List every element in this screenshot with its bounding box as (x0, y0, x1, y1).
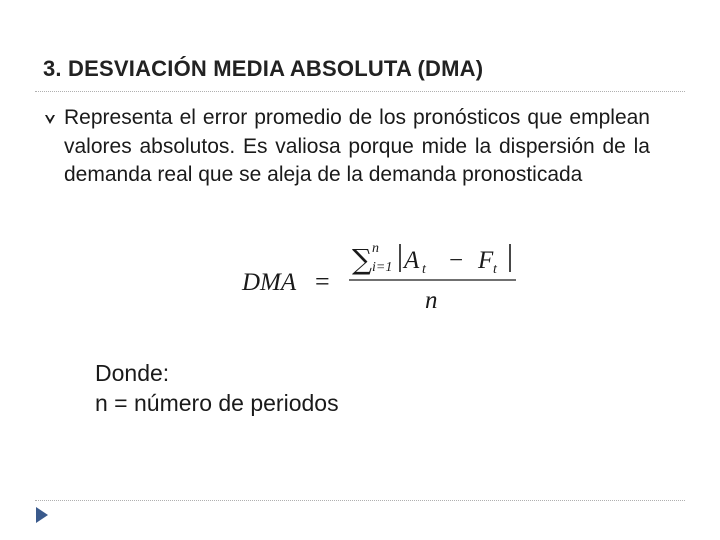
formula-equals: = (315, 267, 330, 296)
footer-divider (35, 500, 685, 501)
formula-graphic (238, 238, 538, 318)
slide-title: 3. DESVIACIÓN MEDIA ABSOLUTA (DMA) (43, 56, 484, 81)
formula-forecast: F (478, 247, 494, 274)
where-definition: n = número de periodos (95, 390, 339, 416)
dma-formula (238, 238, 538, 318)
formula-sigma: ∑ (352, 243, 372, 276)
where-label: Donde: (95, 360, 170, 386)
formula-actual-sub: t (422, 262, 426, 277)
formula-denominator: n (425, 287, 438, 314)
formula-lhs: DMA (242, 269, 297, 296)
formula-upper-limit: n (372, 241, 379, 256)
formula-lower-limit: i=1 (372, 260, 393, 275)
bullet-text: Representa el error promedio de los pronósticos que emplean valores absolutos. Es valiosa porque mide la dispersión de la demanda real que se aleja de la demanda pronosticada (64, 106, 650, 186)
formula-minus: − (449, 247, 464, 274)
definition-block (95, 358, 339, 418)
title-divider (35, 91, 685, 92)
formula-actual: A (404, 247, 420, 274)
formula-forecast-sub: t (493, 262, 497, 277)
bullet-arrow-icon (43, 112, 57, 126)
triangle-arrow-icon (34, 505, 50, 525)
